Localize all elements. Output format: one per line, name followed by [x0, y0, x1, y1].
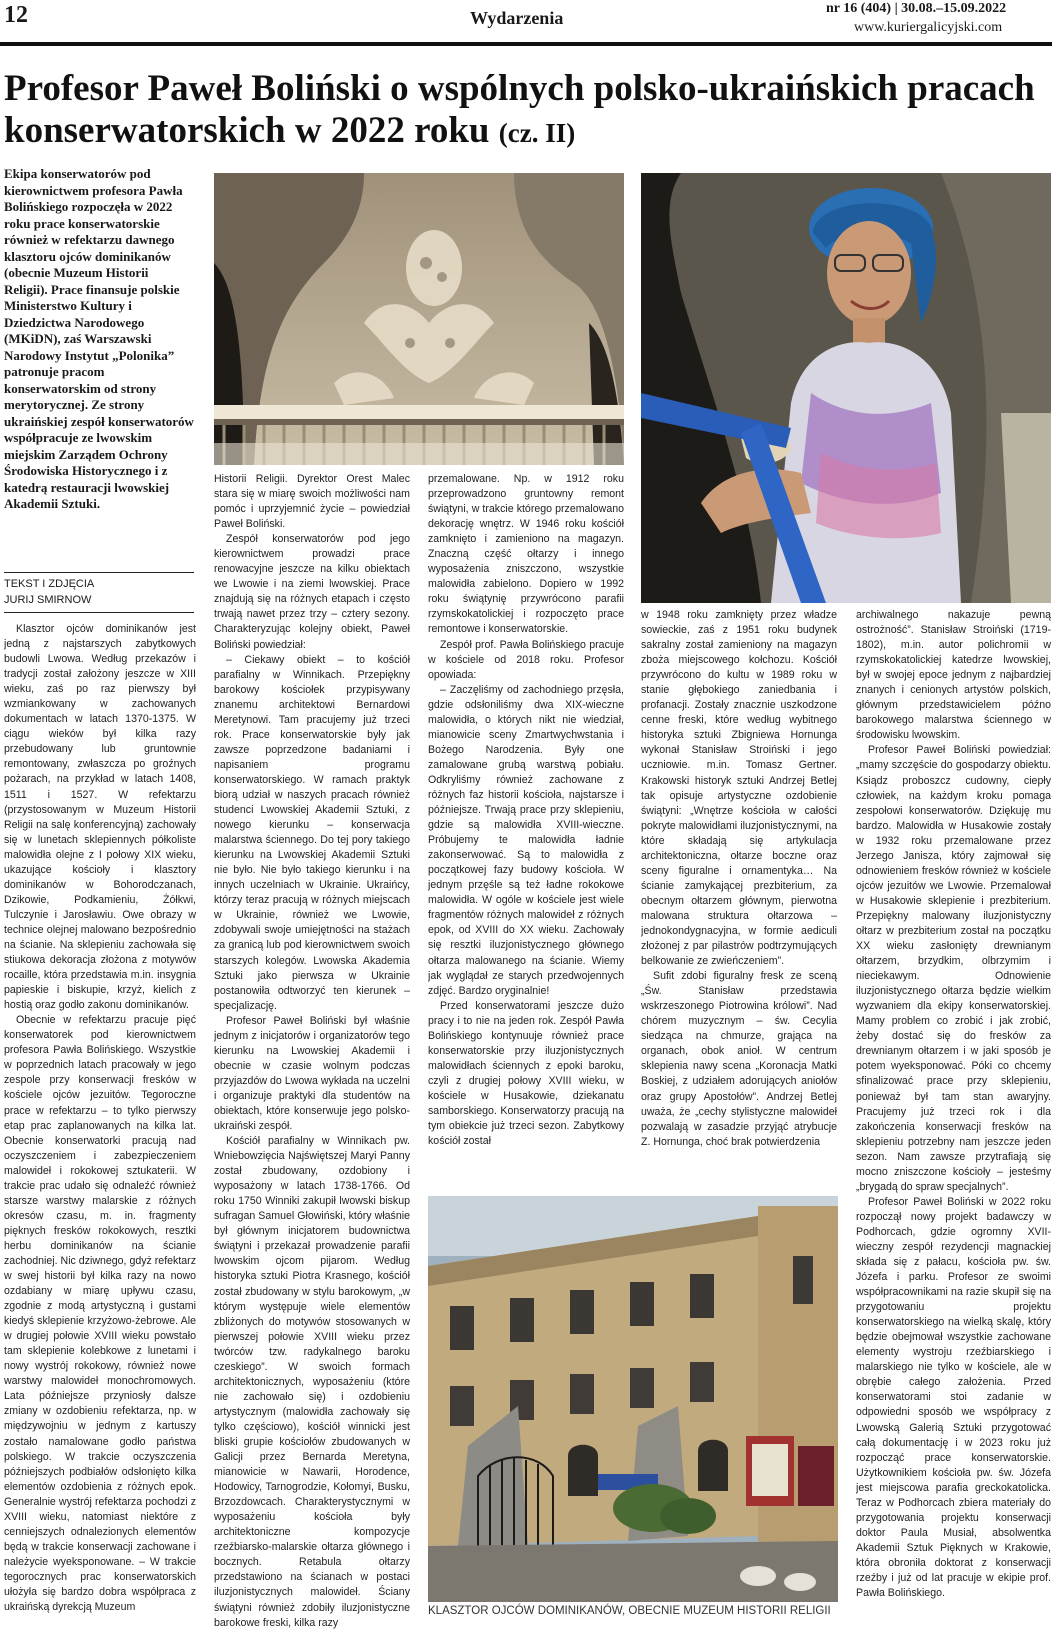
article-title-part: (cz. II) [498, 118, 576, 148]
paragraph: Zespół prof. Pawła Bolińskiego pracuje w kościele od 2018 roku. Profesor opowiada: [428, 638, 624, 681]
text-column-5 [856, 608, 1051, 1632]
stucco-ceiling-illustration [214, 173, 624, 465]
paragraph: Profesor Paweł Boliński w 2022 roku rozpoczął nowy projekt badawczy w Podhorcach, gdzie ogromny XVII-wieczny zespół rezydencji magnackiej składa się z pałacu, kościoła pw. św. Józefa i parku. Profesor ze swoimi współpracownikami na razie skupił się na przygotowaniu projektu konserwatorskiego na wielką skalę, który będzie obejmował wszystkie zachowane elementy wystroju rzeźbiarskiego i malarskiego nie tylko w kościele, ale w obrębie całego założenia. Przed konserwatorami stoi zadanie w odpowiedni sposób we współpracy z Lwowską Galerią Sztuki przygotować całą dokumentację i w 2023 roku już rozpocząć prace konserwatorskie. Użytkownikiem kościoła pw. św. Józefa jest miejscowa parafia greckokatolicka. Teraz w Podhorcach zbiera materiały do przygotowania projektu konserwacji doktor Paula Musiał, absolwentka Akademii Sztuk Pięknych w Krakowie, która obroniła doktorat z konserwacji rzeźby i już od lat pracuje w ekipie prof. Pawła Bolińskiego. [856, 1195, 1051, 1600]
paragraph: Sufit zdobi figuralny fresk ze sceną „Św. Stanisław przedstawia wskrzeszonego Piotrowina królowi”. Nad chórem muzycznym – św. Cecylia siedząca na chmurze, grająca na organach, obok anioł. W centrum sklepienia nawy scena „Koronacja Matki Boskiej, z udziałem adorujących aniołów oraz grupy Apostołów”. Andrzej Betlej uważa, że „cechy stylistyczne malowideł pozwalają w zasadzie przyjąć atrybucje Z. Hornunga, choć brak potwierdzenia [641, 970, 837, 1148]
paragraph: Kościół parafialny w Winnikach pw. Wniebowzięcia Najświętszej Maryi Panny został zbudowany, ozdobiony i wyposażony w latach 1738-1766. Od roku 1750 Winniki zakupił lwowski biskup sufragan Samuel Głowiński, który właśnie był głównym inicjatorem budownictwa świątyni i przekazał prowadzenie parafii lwowskim ojcom pijarom. Według historyka sztuki Piotra Krasnego, kościół został zbudowany w stylu barokowym, „w którym występuje wiele elementów zbliżonych do motywów stosowanych w pierwszej połowie XVIII wieku przez twórców tzw. radykalnego baroku czeskiego”. W swoich formach architektonicznych, wyposażeniu (które nie zachowało się) i ozdobieniu artystycznym (malowidła zachowały się tylko częściowo), kościół winnicki jest bliski grupie kościołów zbudowanych w Galicji przez Bernarda Meretyna, mianowicie w Nawarii, Horodence, Hodowicy, Tarnogrodzie, Kołomyi, Busku, Brzozdowcach. Charakterystycznymi w wyposażeniu kościoła były architektoniczne kompozycje rzeźbiarsko-malarskie ołtarza głównego i bocznych. Retabula ołtarzy przedstawiono na ścianach w postaci iluzjonistycznych malowideł. Ściany świątyni również zdobiły iluzjonistyczne barokowe freski, kilka razy [214, 1135, 410, 1629]
byline-divider [4, 612, 194, 613]
page-number: 12 [4, 2, 28, 28]
paragraph: Profesor Paweł Boliński był właśnie jednym z inicjatorów i organizatorów tego kierunku na Lwowskiej Akademii i obecnie w czasie wolnym podczas przyjazdów do Lwowa wykłada na uczelni i organizuje praktyki dla studentów na obiektach, które konserwuje jego polsko-ukraiński zespół. [214, 1014, 410, 1133]
header-divider [0, 42, 1052, 46]
text-column-4 [641, 608, 837, 1183]
article-lead: Ekipa konserwatorów pod kierownictwem profesora Pawła Bolińskiego rozpoczęła w 2022 roku prace konserwatorskie również w refektarzu dawnego klasztoru ojców dominikanów (obecnie Muzeum Historii Religii). Prace finansuje polskie Ministerstwo Kultury i Dziedzictwa Narodowego (MKiDN), zaś Warszawski Narodowy Instytut „Polonika” patronuje pracom konserwatorskim od strony merytorycznej. Ze strony ukraińskiej zespół konserwatorów współpracuje ze lwowskim miejskim Zarządem Ochrony Środowiska Historycznego i z katedrą restauracji lwowskiej Akademii Sztuki. [4, 166, 194, 511]
byline [4, 576, 194, 608]
paragraph: Klasztor ojców dominikanów jest jedną z najstarszych zabytkowych budowli Lwowa. Według przekazów i tradycji został założony jeszcze w XIII wieku, zaś po raz pierwszy był wzmiankowany w zachowanych dokumentach w latach 1370-1375. W ciągu wieków był kilka razy przebudowany lub gruntownie remontowany, zwłaszcza po groźnych pożarach, na przykład w latach 1408, 1511 i 1527. W refektarzu (przystosowanym w Muzeum Historii Religii na salę konferencyjną) zachowały się w lunetach sklepiennych półkoliste malowidła olejne z I połowy XIX wieku, ukazujące kościoły i klasztory dominikanów w Bohorodczanach, Dzikowie, Podkamieniu, Żółkwi, Tulczynie i Jarosławiu. Owe obrazy w technice olejnej malowano bezpośrednio na ścianie. Na sklepieniu zachowała się stiukowa dekoracja złożona z motywów rocaille, która przedstawia m.in. insygnia papieskie i biskupie, krzyż, kielich z hostią oraz godło zakonu dominikanów. [4, 623, 196, 1012]
conservator-portrait-illustration [641, 173, 1051, 603]
lead-divider [4, 572, 194, 573]
photo-caption: KLASZTOR OJCÓW DOMINIKANÓW, OBECNIE MUZEUM HISTORII RELIGII [428, 1605, 831, 1617]
paragraph: Profesor Paweł Boliński powiedział: „mamy szczęście do gospodarzy obiektu. Ksiądz proboszcz cudowny, ciepły człowiek, na każdym kroku pomaga zespołowi konserwatorów. Dziękuję mu bardzo. Malowidła w Husakowie zostały w 1932 roku przemalowane przez Jerzego Janisza, który zajmował się odnowieniem fresków również w kościele ojców jezuitów we Lwowie. Przemalował w Husakowie sklepienie i prezbiterium. Przepiękny malowany iluzjonistyczny ołtarz w prezbiterium został na początku XX wieku zasłonięty drewnianym ołtarzem, brzydkim, olbrzymim i nieciekawym. Odnowienie iluzjonistycznego ołtarza będzie wielkim wyzwaniem dla ekipy konserwatorskiej. Mamy problem co zrobić i jak zrobić, żeby dostać się do fresków za drewnianym ołtarzem i w jaki sposób je potem wyeksponować. Póki co chcemy sfinalizować prace przy sklepieniu, ponieważ był tam stan awaryjny. Pracujemy już trzeci rok i dla zakończenia konserwacji fresków na sklepieniu potrzebny nam jeszcze jeden sezon. Nam zawsze przytrafiają się mocno zniszczone kościoły – jesteśmy „brygadą do spraw specjalnych”. [856, 744, 1051, 1193]
text-column-2 [214, 472, 410, 1632]
paragraph: w 1948 roku zamknięty przez władze sowieckie, zaś z 1951 roku budynek sakralny został zamieniony na magazyn zboża miejscowego kołchozu. Kościół przywrócono do kultu w 1989 roku w stanie głębokiego zaniedbania i profanacji. Zostały znacznie uszkodzone cenne freski, które według wybitnego historyka sztuki Zbigniewa Hornunga wykonał Stanisław Stroiński i jego uczniowie. m.in. Tomasz Gertner. Krakowski historyk sztuki Andrzej Betlej tak opisuje artystyczne ozdobienie świątyni: „Wnętrze kościoła w całości pokryte malowidłami iluzjonistycznymi, na które składają się artykulacja architektoniczna, ołtarze boczne oraz sceny figuralne i ornamentyka… Na ścianie zamykającej prezbiterium, za obecnym ołtarzem głównym, pierwotna malowana struktura ołtarzowa – jednokondygnacyjna, w formie aediculi złożonej z par pilastrów podtrzymujących belkowanie ze zwieńczeniem”. [641, 609, 837, 968]
monastery-building-photo [428, 1196, 838, 1602]
paragraph: Obecnie w refektarzu pracuje pięć konserwatorek pod kierownictwem profesora Pawła Bolińskiego. Wszystkie w poprzednich latach pracowały w jego zespole przy konserwacji fresków w kościele ojców jezuitów. Tegoroczne prace w refektarzu – to tylko pierwszy etap prac zaplanowanych na kilka lat. Obecnie konserwatorki pracują nad oczyszczeniem i zabezpieczeniem malowideł i rokokowej sztukaterii. W trakcie prac udało się odnaleźć również starsze warstwy malarskie z różnych okresów czasu, m. in. fragmenty pięknych fresków rokokowych, resztki herbu dominikanów na ścianie zachodniej. Nic dziwnego, gdyż refektarz w swej historii był kilka razy na nowo ozdabiany w miarę upływu czasu, zgodnie z modą artystyczną i gustami kiedyś sklepienie krzyżowo-żebrowe. Ale w drugiej połowie XVIII wieku powstało tam sklepienie kolebkowe z lunetami i nowy wystrój rokokowy, również nowe warstwy malowideł monochromowych. Lata późniejsze przyniosły dalsze zmiany w ozdobieniu refektarza, np. w międzywojniu w jednym z kartuszy zostało namalowane godło państwa polskiego. W trakcie oczyszczenia późniejszych podbiałów odsłonięto kilka elementów ozdobienia z różnych epok. Generalnie wystrój refektarza pochodzi z XVIII wieku, natomiast niektóre z cenniejszych odnalezionych elementów będą w trakcie konserwacji zachowane i należycie wyeksponowane. – W trakcie tegorocznych prac konserwatorskich ułożyła się bardzo dobra współpraca z ukraińską dyrekcją Muzeum [4, 1014, 196, 1614]
paragraph: Przed konserwatorami jeszcze dużo pracy i to nie na jeden rok. Zespół Pawła Bolińskiego kontynuuje również prace konserwatorskie przy iluzjonistycznych malowidłach ściennych z epoki baroku, czyli z drugiej połowy XVIII wieku, w kościele w Husakowie, dziekanatu samborskiego. Konserwatorzy pracują na tym obiekcie już trzeci sezon. Zabytkowy kościół został [428, 999, 624, 1148]
text-column-1 [4, 622, 196, 1632]
monastery-building-illustration [428, 1196, 838, 1602]
website-link[interactable]: www.kuriergalicyjski.com [854, 20, 1003, 35]
paragraph: Zespół konserwatorów pod jego kierownictwem prowadzi prace renowacyjne jeszcze na kilku obiektach we Lwowie i na ziemi lwowskiej. Prace znajdują się na różnych etapach i często trwają nawet przez trzy – cztery sezony. Charakteryzując kolejny obiekt, Paweł Boliński powiedział: [214, 533, 410, 651]
stucco-ceiling-photo [214, 173, 624, 465]
paragraph: – Zaczęliśmy od zachodniego przęsła, gdzie odsłoniliśmy dwa XIX-wieczne malowidła, o których nikt nie wiedział, mianowicie sceny Zmartwychwstania i Bożego Narodzenia. Były one zamalowane grubą warstwą pobiału. Odkryliśmy również zachowane z różnych faz historii kościoła, najstarsze i późniejsze. Trwają prace przy sklepieniu, gdzie są malowidła XVIII-wieczne. Próbujemy te malowidła ładnie zakonserwować. Są to malowidła z początkowej fazy budowy kościoła. W jednym przęśle są też ładne rokokowe malowidła. W ogóle w kościele jest wiele fragmentów różnych malowideł z różnych epok, od XVIII do XX wieku. Zachowały się resztki iluzjonistycznego głównego ołtarza malowanego na ścianie. Wiemy jak wyglądał ze starych przedwojennych zdjęć. Bardzo oryginalnie! [428, 683, 624, 997]
paragraph: przemalowane. Np. w 1912 roku przeprowadzono gruntowny remont świątyni, w trakcie którego przemalowano dekorację wnętrz. W 1946 roku kościół zamknięto i zamieniono na magazyn. Znaczną część ołtarzy i innego wyposażenia zniszczono, wszystkie malowidła zabielono. Dopiero w 1992 roku świątynię przywrócono parafii rzymskokatolickiej i rozpoczęto prace remontowe i konserwatorskie. [428, 473, 624, 636]
issue-info: nr 16 (404) | 30.08.–15.09.2022 [826, 1, 1007, 16]
paragraph: Historii Religii. Dyrektor Orest Malec stara się w miarę swoich możliwości nam pomóc i uprzyjemnić życie – powiedział Paweł Boliński. [214, 473, 410, 531]
article-title-text: Profesor Paweł Boliński o wspólnych polsko-ukraińskich pracach konserwatorskich w 2022 roku [4, 68, 1035, 151]
section-title: Wydarzenia [470, 8, 564, 28]
byline-label: TEKST I ZDJĘCIA [4, 578, 95, 590]
paragraph: archiwalnego nakazuje pewną ostrożność”. Stanisław Stroiński (1719-1802), m.in. autor polichromii w rzymskokatolickiej katedrze lwowskiej, był w swojej epoce jednym z najbardziej znanych i cenionych artystów polskich, głównym przedstawicielem późno barokowego malarstwa ściennego w środowisku lwowskim. [856, 609, 1051, 742]
conservator-portrait-photo [641, 173, 1051, 603]
paragraph: – Ciekawy obiekt – to kościół parafialny w Winnikach. Przepiękny barokowy kościołek przypisywany znanemu architektowi Bernardowi Meretynowi. Tam pracujemy już trzeci rok. Prace konserwatorskie były jak zawsze poprzedzone badaniami i napisaniem programu konserwatorskiego. W ramach praktyk biorą udział w naszych pracach również studenci Lwowskiej Akademii Sztuki, z nowego kierunku – konserwacja malarstwa ściennego. Do tej pory takiego kierunku na Lwowskiej Akademii Sztuki nie było. Nie było takiego kierunku i na innych uczelniach w Ukrainie. Ukraińcy, którzy teraz pracują w różnych miejscach w Ukrainie, również we Lwowie, zdobywali swoje umiejętności na stażach za granicą lub pod kierownictwem swoich starszych kolegów. Lwowska Akademia Sztuki jako pierwsza w Ukrainie postanowiła odtworzyć ten kierunek – specjalizację. [214, 653, 410, 1012]
text-column-3 [428, 472, 624, 1192]
byline-author: JURIJ SMIRNOW [4, 594, 92, 606]
article-title [4, 68, 1044, 154]
